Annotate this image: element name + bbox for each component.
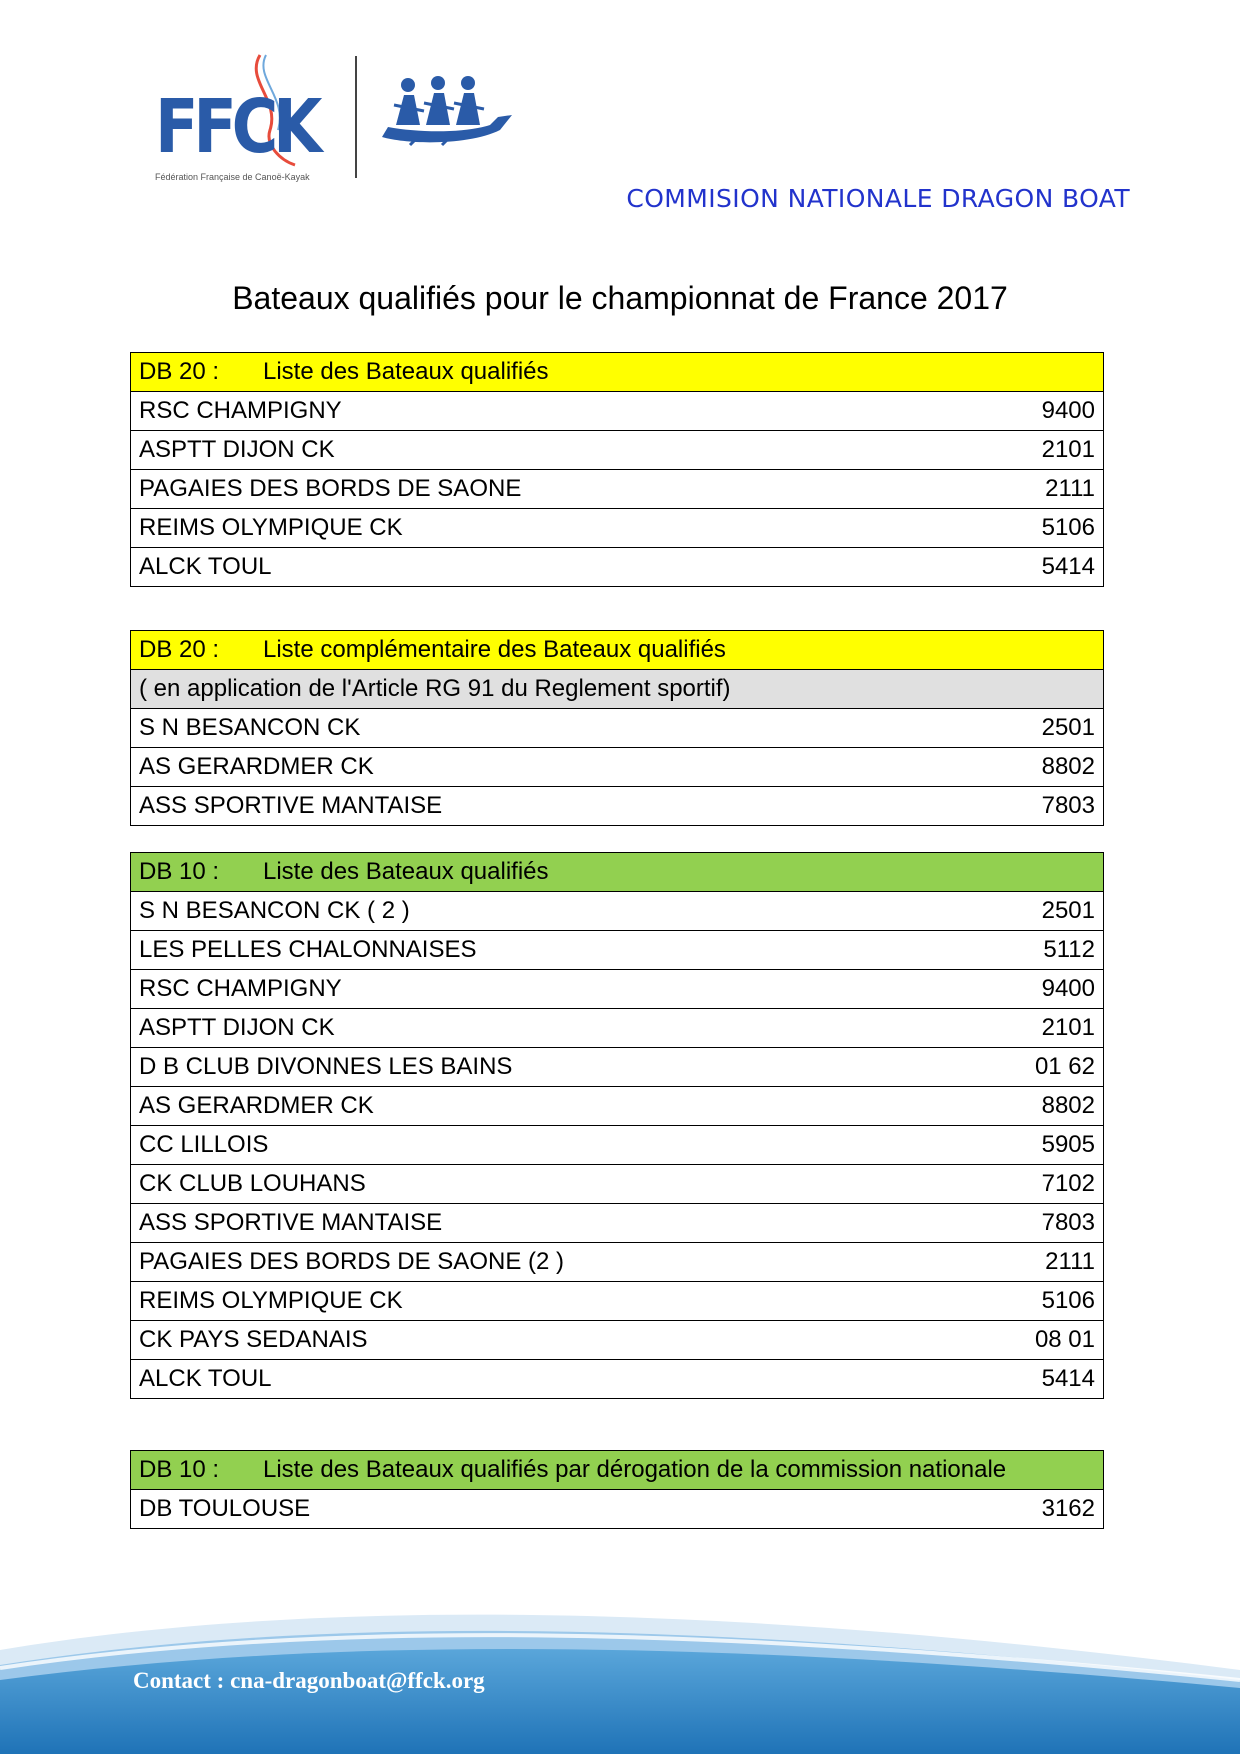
club-code: 5106 bbox=[977, 509, 1104, 548]
section-header bbox=[131, 353, 1104, 392]
table-row bbox=[131, 1243, 1104, 1282]
section-header bbox=[131, 853, 1104, 892]
club-code: 2111 bbox=[977, 1243, 1104, 1282]
club-name: RSC CHAMPIGNY bbox=[131, 970, 978, 1009]
club-name: REIMS OLYMPIQUE CK bbox=[131, 1282, 978, 1321]
contact-email[interactable]: Contact : cna-dragonboat@ffck.org bbox=[133, 1668, 485, 1693]
logo-divider bbox=[355, 56, 357, 178]
club-name: ASPTT DIJON CK bbox=[131, 431, 978, 470]
table-row bbox=[131, 392, 1104, 431]
club-code: 01 62 bbox=[977, 1048, 1104, 1087]
section-db10-qualified bbox=[130, 852, 1104, 1399]
ffck-logo-area bbox=[150, 50, 530, 200]
club-name: AS GERARDMER CK bbox=[131, 1087, 978, 1126]
club-name: D B CLUB DIVONNES LES BAINS bbox=[131, 1048, 978, 1087]
club-name: DB TOULOUSE bbox=[131, 1490, 978, 1529]
club-code: 8802 bbox=[977, 1087, 1104, 1126]
club-code: 2501 bbox=[977, 709, 1104, 748]
club-code: 5112 bbox=[977, 931, 1104, 970]
section-label: DB 20 : bbox=[139, 358, 220, 385]
club-name: REIMS OLYMPIQUE CK bbox=[131, 509, 978, 548]
club-name: AS GERARDMER CK bbox=[131, 748, 978, 787]
club-code: 5905 bbox=[977, 1126, 1104, 1165]
club-name: CC LILLOIS bbox=[131, 1126, 978, 1165]
table-row bbox=[131, 1321, 1104, 1360]
table-row bbox=[131, 1009, 1104, 1048]
club-code: 2111 bbox=[977, 470, 1104, 509]
section-db10-derogation bbox=[130, 1450, 1104, 1529]
table-row bbox=[131, 892, 1104, 931]
club-name: ALCK TOUL bbox=[131, 1360, 978, 1399]
club-code: 08 01 bbox=[977, 1321, 1104, 1360]
table-row bbox=[131, 787, 1104, 826]
section-label: DB 10 : bbox=[139, 858, 220, 885]
table-row bbox=[131, 431, 1104, 470]
club-code: 3162 bbox=[977, 1490, 1104, 1529]
club-name: ASS SPORTIVE MANTAISE bbox=[131, 1204, 978, 1243]
club-code: 7803 bbox=[977, 787, 1104, 826]
section-note-text: ( en application de l'Article RG 91 du Reglement sportif) bbox=[131, 670, 1104, 709]
ffck-logo-subtitle: Fédération Française de Canoë-Kayak bbox=[155, 172, 310, 182]
section-db20-complementary bbox=[130, 630, 1104, 826]
club-name: S N BESANCON CK ( 2 ) bbox=[131, 892, 978, 931]
footer-wave bbox=[0, 1580, 1240, 1754]
table-row bbox=[131, 1048, 1104, 1087]
section-note bbox=[131, 670, 1104, 709]
page-title: Bateaux qualifiés pour le championnat de France 2017 bbox=[232, 280, 1008, 316]
commission-heading: COMMISION NATIONALE DRAGON BOAT bbox=[626, 184, 1130, 213]
table-row bbox=[131, 748, 1104, 787]
table-row bbox=[131, 931, 1104, 970]
club-name: LES PELLES CHALONNAISES bbox=[131, 931, 978, 970]
club-name: ALCK TOUL bbox=[131, 548, 978, 587]
club-name: S N BESANCON CK bbox=[131, 709, 978, 748]
club-code: 9400 bbox=[977, 970, 1104, 1009]
section-label: DB 20 : bbox=[139, 636, 220, 663]
table-row bbox=[131, 470, 1104, 509]
table-row bbox=[131, 709, 1104, 748]
club-code: 2501 bbox=[977, 892, 1104, 931]
table-row bbox=[131, 1282, 1104, 1321]
club-name: RSC CHAMPIGNY bbox=[131, 392, 978, 431]
club-name: PAGAIES DES BORDS DE SAONE (2 ) bbox=[131, 1243, 978, 1282]
table-row bbox=[131, 1087, 1104, 1126]
club-name: CK CLUB LOUHANS bbox=[131, 1165, 978, 1204]
table-row bbox=[131, 1204, 1104, 1243]
section-heading: Liste des Bateaux qualifiés bbox=[263, 358, 549, 385]
table-row bbox=[131, 1360, 1104, 1399]
club-name: ASS SPORTIVE MANTAISE bbox=[131, 787, 978, 826]
section-heading: Liste des Bateaux qualifiés par dérogation de la commission nationale bbox=[263, 1456, 1007, 1483]
club-code: 9400 bbox=[977, 392, 1104, 431]
section-header bbox=[131, 1451, 1104, 1490]
table-row bbox=[131, 1490, 1104, 1529]
table-row bbox=[131, 548, 1104, 587]
section-db20-qualified bbox=[130, 352, 1104, 587]
ffck-logo-text: FFCK bbox=[155, 84, 318, 170]
club-code: 5414 bbox=[977, 1360, 1104, 1399]
club-code: 5414 bbox=[977, 548, 1104, 587]
section-label: DB 10 : bbox=[139, 1456, 220, 1483]
club-code: 5106 bbox=[977, 1282, 1104, 1321]
club-code: 7803 bbox=[977, 1204, 1104, 1243]
section-heading: Liste des Bateaux qualifiés bbox=[263, 858, 549, 885]
dragon-boat-icon bbox=[380, 75, 515, 155]
table-row bbox=[131, 1126, 1104, 1165]
section-heading: Liste complémentaire des Bateaux qualifiés bbox=[263, 636, 726, 663]
club-code: 2101 bbox=[977, 1009, 1104, 1048]
club-name: PAGAIES DES BORDS DE SAONE bbox=[131, 470, 978, 509]
club-code: 2101 bbox=[977, 431, 1104, 470]
table-row bbox=[131, 1165, 1104, 1204]
club-code: 8802 bbox=[977, 748, 1104, 787]
club-code: 7102 bbox=[977, 1165, 1104, 1204]
club-name: CK PAYS SEDANAIS bbox=[131, 1321, 978, 1360]
section-header bbox=[131, 631, 1104, 670]
club-name: ASPTT DIJON CK bbox=[131, 1009, 978, 1048]
table-row bbox=[131, 970, 1104, 1009]
table-row bbox=[131, 509, 1104, 548]
